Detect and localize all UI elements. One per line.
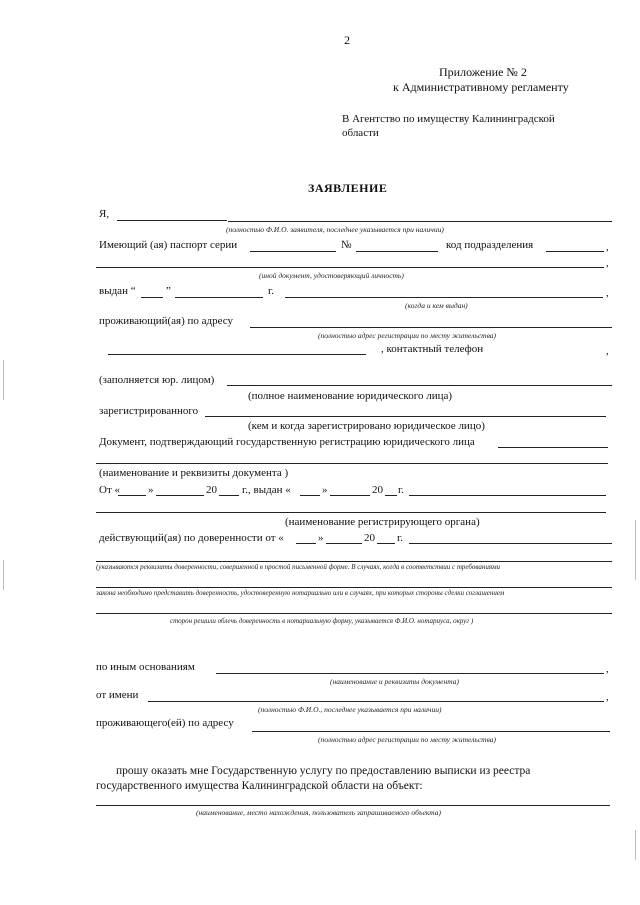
proxy-day-field[interactable]	[296, 543, 316, 544]
issued-month-field[interactable]	[175, 297, 263, 298]
other-grounds-caption: (наименование и реквизиты документа)	[330, 677, 459, 686]
issued2-g: г.	[398, 484, 405, 496]
comma: ,	[606, 241, 609, 253]
on-behalf-label: от имени	[96, 689, 139, 701]
legal-name-caption: (полное наименование юридического лица)	[248, 390, 453, 402]
scan-artifact	[3, 360, 4, 400]
proxy-g: г.	[397, 532, 404, 544]
issued2-year-field[interactable]	[385, 495, 397, 496]
proxy-note-line-3[interactable]	[96, 613, 612, 614]
issued-by-field[interactable]	[285, 297, 603, 298]
scan-artifact	[635, 520, 636, 580]
legal-entity-label: (заполняется юр. лицом)	[99, 374, 215, 386]
comma: ,	[606, 691, 609, 703]
appendix-title: Приложение № 2	[439, 65, 527, 79]
address-continuation-field[interactable]	[108, 354, 366, 355]
state-reg-doc-field-2[interactable]	[96, 463, 608, 464]
issued-label: выдан “	[99, 285, 136, 297]
reg-body-caption: (наименование регистрирующего органа)	[285, 516, 480, 528]
issued2-day-field[interactable]	[300, 495, 320, 496]
issued-by-caption: (когда и кем выдан)	[405, 301, 468, 310]
state-reg-doc-label: Документ, подтверждающий государственную регистрацию юридического лица	[99, 436, 475, 448]
registered-label: зарегистрированного	[99, 405, 199, 417]
doc-name-caption: (наименование и реквизиты документа )	[99, 467, 289, 479]
proxy-year-field[interactable]	[377, 543, 395, 544]
scan-artifact	[635, 830, 636, 860]
passport-label: Имеющий (ая) паспорт серии	[99, 239, 238, 251]
passport-number-field[interactable]	[356, 251, 438, 252]
residing2-label: проживающего(ей) по адресу	[96, 717, 234, 729]
proxy-label: действующий(ая) по доверенности от «	[99, 532, 284, 544]
proxy-month-field[interactable]	[326, 543, 362, 544]
request-line-2: государственного имущества Калининградской области на объект:	[96, 780, 423, 792]
issued-day-field[interactable]	[141, 297, 163, 298]
scan-artifact	[3, 560, 4, 590]
fio-line[interactable]	[228, 221, 612, 222]
from-label: От «	[99, 484, 121, 496]
residing-address-field[interactable]	[250, 327, 612, 328]
other-grounds-field[interactable]	[216, 673, 604, 674]
issued2-twenty: 20	[372, 484, 383, 496]
comma: ,	[606, 287, 609, 299]
other-document-field[interactable]	[96, 267, 604, 268]
page-number: 2	[344, 33, 350, 47]
other-grounds-label: по иным основаниям	[96, 661, 195, 673]
comma: ,	[606, 663, 609, 675]
phone-label: , контактный телефон	[381, 343, 484, 355]
registered-field[interactable]	[205, 416, 606, 417]
issued-mid-label: г., выдан «	[242, 484, 291, 496]
object-field[interactable]	[96, 805, 610, 806]
residing-label: проживающий(ая) по адресу	[99, 315, 234, 327]
subdivision-code-label: код подразделения	[446, 239, 534, 251]
comma: ,	[606, 257, 609, 269]
subdivision-code-field[interactable]	[546, 251, 604, 252]
on-behalf-caption: (полностью Ф.И.О., последнее указывается при наличии)	[258, 705, 442, 714]
issued-year-suffix: г.	[268, 285, 275, 297]
quote-close: »	[322, 484, 328, 496]
issued-quote: ”	[166, 285, 171, 297]
passport-series-field[interactable]	[250, 251, 336, 252]
from-day-field[interactable]	[118, 495, 146, 496]
residing2-address-field[interactable]	[252, 731, 610, 732]
other-document-caption: (иной документ, удостоверяющий личность)	[259, 271, 404, 280]
document-title: ЗАЯВЛЕНИЕ	[308, 181, 388, 195]
from-year-field[interactable]	[219, 495, 239, 496]
number-sign: №	[341, 239, 352, 251]
proxy-twenty: 20	[364, 532, 375, 544]
proxy-details-field[interactable]	[409, 543, 612, 544]
fio-caption: (полностью Ф.И.О. заявителя, последнее указывается при наличии)	[226, 225, 444, 234]
fio-line-short[interactable]	[117, 220, 227, 221]
proxy-note-1: (указываются реквизиты доверенности, совершенной в простой письменной форме. В случаях, когда в соответствии с требованиями	[96, 563, 501, 571]
ya-label: Я,	[99, 208, 110, 220]
appendix-subtitle: к Административному регламенту	[393, 80, 569, 94]
legal-entity-name-field[interactable]	[227, 385, 612, 386]
issued2-month-field[interactable]	[330, 495, 370, 496]
address-caption: (полностью адрес регистрации по месту жительства)	[318, 331, 497, 340]
addressee-line2: области	[342, 127, 379, 139]
proxy-note-line-2[interactable]	[96, 587, 612, 588]
quote-close: »	[318, 532, 324, 544]
request-line-1: прошу оказать мне Государственную услугу по предоставлению выписки из реестра	[116, 765, 531, 777]
proxy-note-3: сторон решили облечь доверенность в нотариальную форму, указывается Ф.И.О. нотариуса, округ )	[170, 617, 474, 625]
state-reg-doc-field[interactable]	[498, 447, 608, 448]
address2-caption: (полностью адрес регистрации по месту жительства)	[318, 735, 497, 744]
on-behalf-field[interactable]	[148, 701, 604, 702]
quote-close: »	[148, 484, 154, 496]
registering-body-field[interactable]	[409, 495, 606, 496]
object-caption: (наименование, место нахождения, пользователь запрашиваемого объекта)	[196, 808, 442, 817]
registering-body-field-2[interactable]	[96, 512, 606, 513]
proxy-note-line-1[interactable]	[96, 561, 612, 562]
comma: ,	[606, 345, 609, 357]
from-twenty: 20	[206, 484, 217, 496]
from-month-field[interactable]	[156, 495, 204, 496]
proxy-note-2: закона необходимо представить доверенность, удостоверенную нотариально или в случаях, при которых стороны сделки соглашением	[96, 589, 505, 597]
addressee-line1: В Агентство по имуществу Калининградской	[342, 113, 555, 125]
registered-caption: (кем и когда зарегистрировано юридическое лицо)	[248, 420, 485, 432]
